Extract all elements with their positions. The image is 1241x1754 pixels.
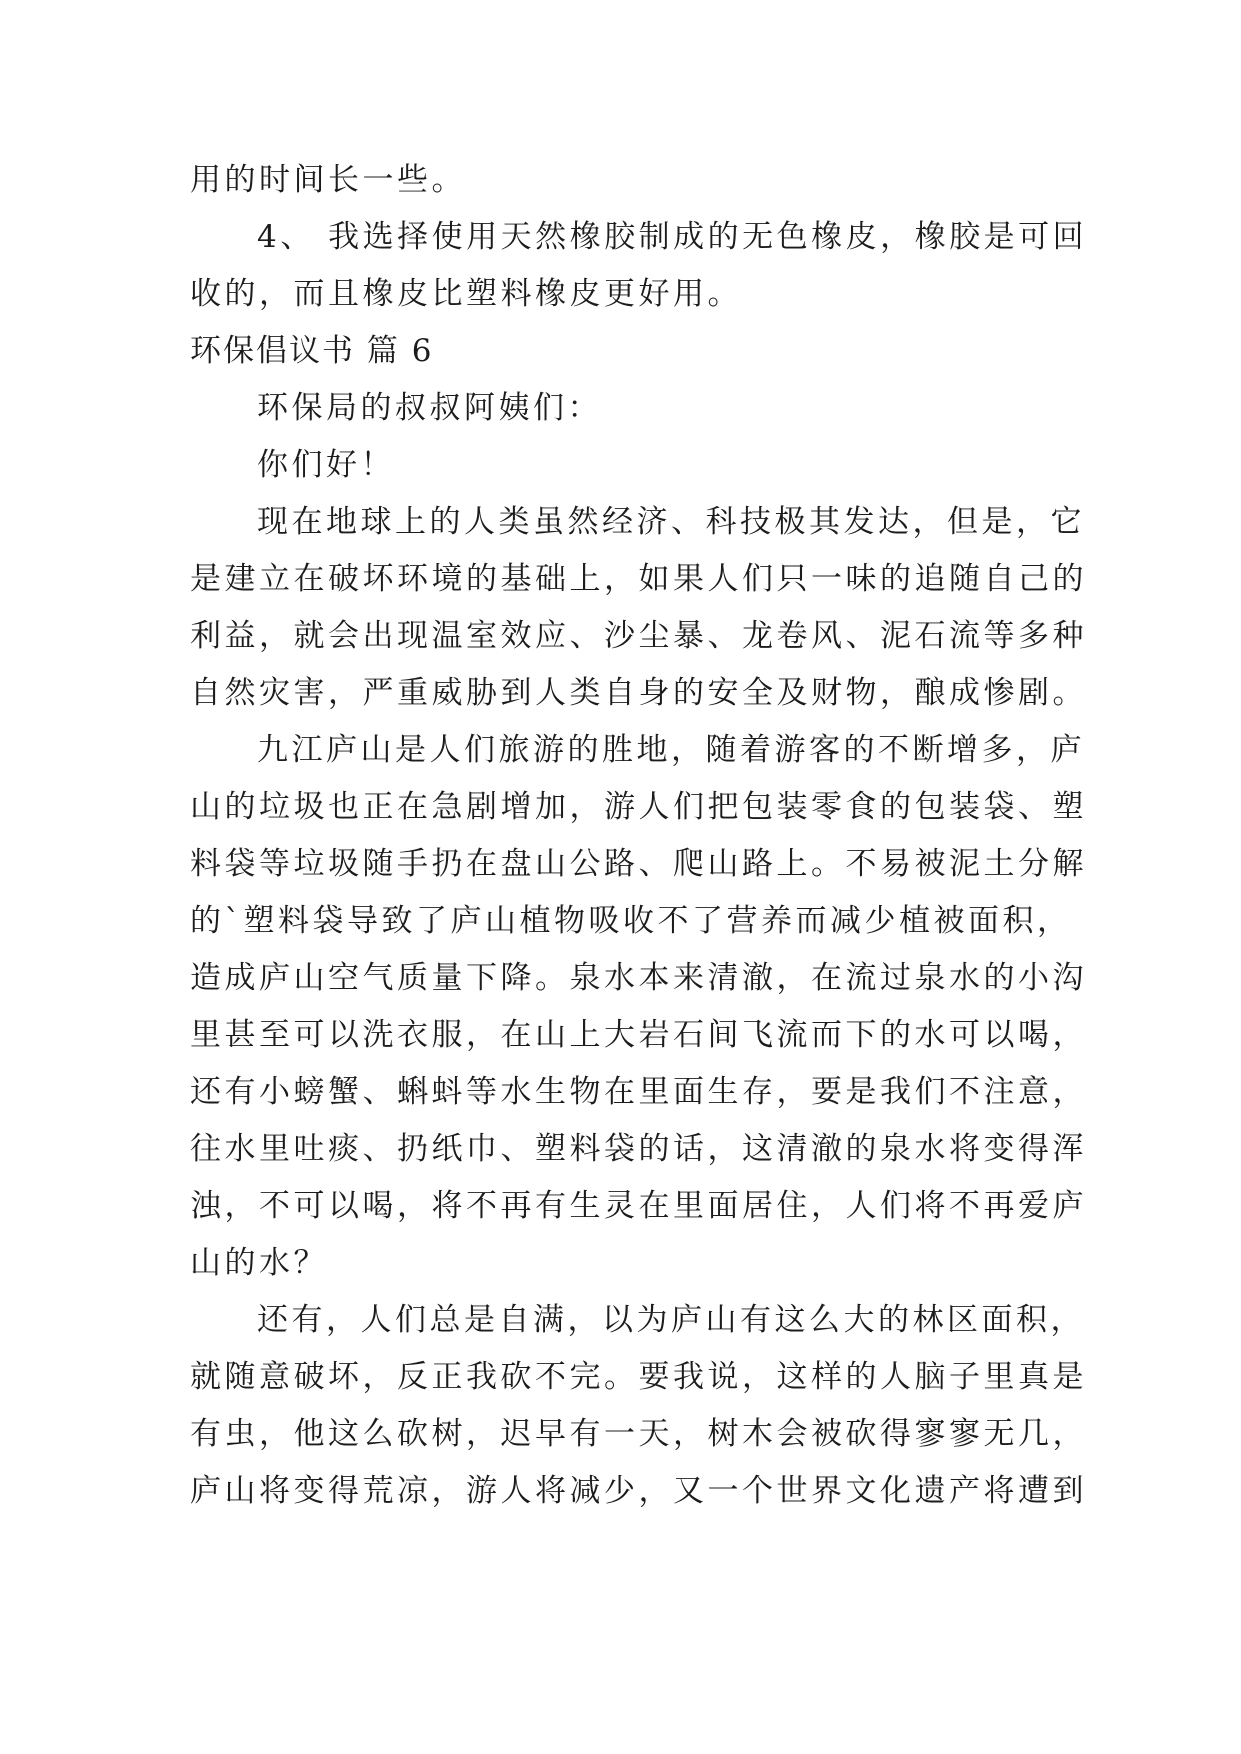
paragraph-line: 九江庐山是人们旅游的胜地，随着游客的不断增多，庐	[257, 732, 1085, 768]
paragraph-line: 庐山将变得荒凉，游人将减少，又一个世界文化遗产将遭到	[190, 1473, 1087, 1509]
paragraph-line: 是建立在破坏环境的基础上，如果人们只一味的追随自己的	[190, 561, 1087, 597]
salutation-line: 你们好！	[257, 447, 395, 483]
paragraph-line: 造成庐山空气质量下降。泉水本来清澈，在流过泉水的小沟	[190, 960, 1087, 996]
paragraph-line: 就随意破坏，反正我砍不完。要我说，这样的人脑子里真是	[190, 1359, 1087, 1395]
paragraph-line: 料袋等垃圾随手扔在盘山公路、爬山路上。不易被泥土分解	[190, 846, 1087, 882]
paragraph-line: 山的水？	[190, 1245, 328, 1281]
paragraph-line: 4、 我选择使用天然橡胶制成的无色橡皮，橡胶是可回	[257, 219, 1088, 255]
paragraph-line: 还有小螃蟹、蝌蚪等水生物在里面生存，要是我们不注意，	[190, 1074, 1087, 1110]
paragraph-line: 的`塑料袋导致了庐山植物吸收不了营养而减少植被面积，	[190, 903, 1072, 939]
paragraph-line: 山的垃圾也正在急剧增加，游人们把包装零食的包装袋、塑	[190, 789, 1087, 825]
paragraph-line: 自然灾害，严重威胁到人类自身的安全及财物，酿成惨剧。	[190, 675, 1087, 711]
paragraph-line: 用的时间长一些。	[190, 162, 466, 198]
paragraph-line: 还有，人们总是自满，以为庐山有这么大的林区面积，	[257, 1302, 1085, 1338]
paragraph-line: 里甚至可以洗衣服，在山上大岩石间飞流而下的水可以喝，	[190, 1017, 1087, 1053]
paragraph-line: 收的，而且橡皮比塑料橡皮更好用。	[190, 276, 742, 312]
paragraph-line: 现在地球上的人类虽然经济、科技极其发达，但是，它	[257, 504, 1085, 540]
paragraph-line: 利益，就会出现温室效应、沙尘暴、龙卷风、泥石流等多种	[190, 618, 1087, 654]
greeting-line: 环保局的叔叔阿姨们：	[257, 390, 602, 426]
paragraph-line: 浊，不可以喝，将不再有生灵在里面居住，人们将不再爱庐	[190, 1188, 1087, 1224]
paragraph-line: 往水里吐痰、扔纸巾、塑料袋的话，这清澈的泉水将变得浑	[190, 1131, 1087, 1167]
paragraph-line: 有虫，他这么砍树，迟早有一天，树木会被砍得寥寥无几，	[190, 1416, 1087, 1452]
section-heading: 环保倡议书 篇 6	[190, 333, 434, 369]
